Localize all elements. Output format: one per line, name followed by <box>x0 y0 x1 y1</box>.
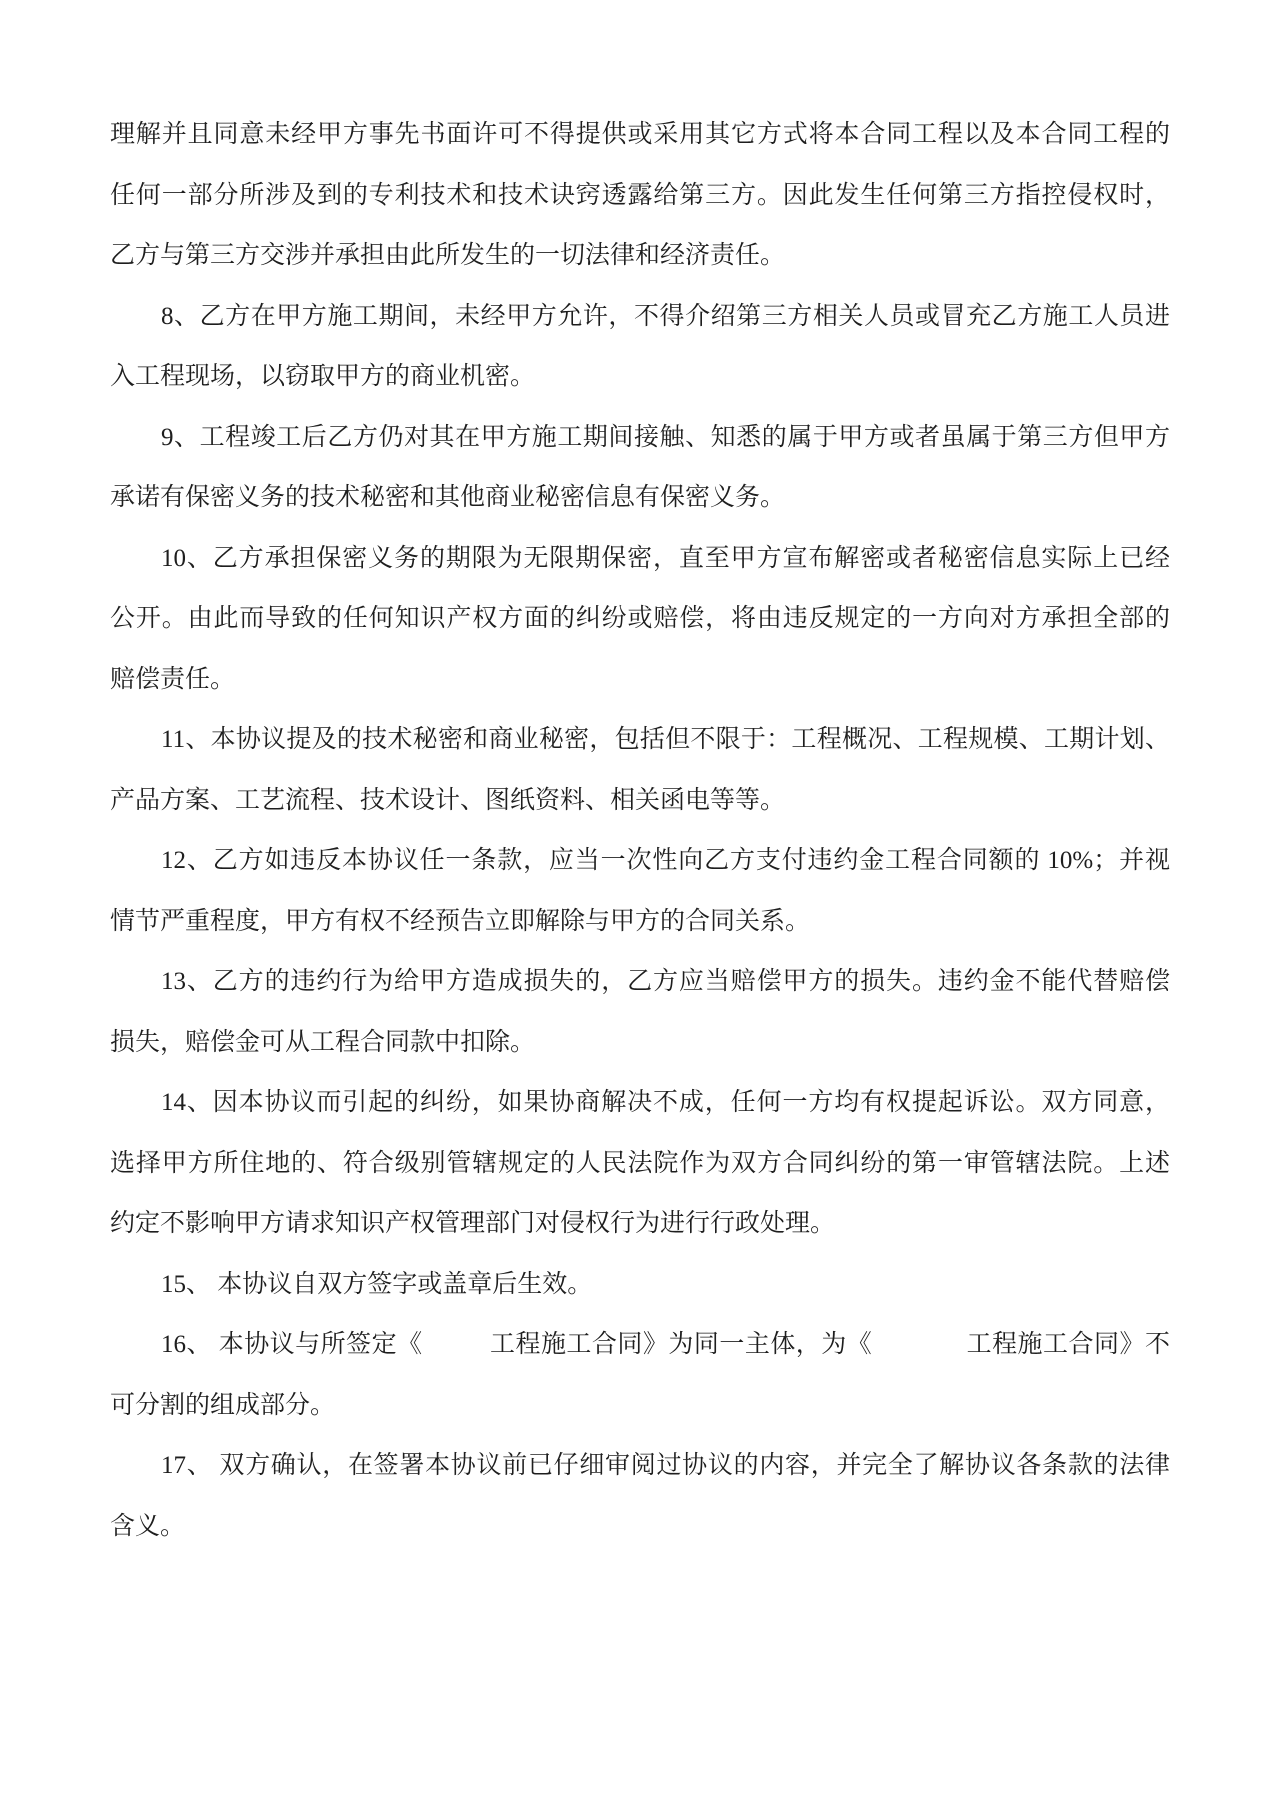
clause-17-paragraph <box>110 1436 1170 1557</box>
clause-9-line-2: 承诺有保密义务的技术秘密和其他商业秘密信息有保密义务。 <box>110 484 786 511</box>
clause-8-paragraph <box>110 287 1170 408</box>
clause-12-paragraph <box>110 831 1170 952</box>
clause-14-line-2: 选择甲方所住地的、符合级别管辖规定的人民法院作为双方合同纠纷的第一审管辖法院。上述 <box>110 1149 1170 1177</box>
clause-8-line-1: 8、乙方在甲方施工期间，未经甲方允许，不得介绍第三方相关人员或冒充乙方施工人员进 <box>161 302 1170 330</box>
clause-13-paragraph <box>110 952 1170 1073</box>
continuation-line-3: 乙方与第三方交涉并承担由此所发生的一切法律和经济责任。 <box>110 242 786 269</box>
clause-10-line-3: 赔偿责任。 <box>110 665 236 693</box>
clause-16-line-1: 16、 本协议与所签定《 工程施工合同》为同一主体，为《 工程施工合同》不 <box>161 1331 1170 1358</box>
clause-11-line-2: 产品方案、工艺流程、技术设计、图纸资料、相关函电等等。 <box>110 786 786 814</box>
clause-10-line-1: 10、乙方承担保密义务的期限为无限期保密，直至甲方宣布解密或者秘密信息实际上已经 <box>161 544 1170 572</box>
continuation-line-1: 理解并且同意未经甲方事先书面许可不得提供或采用其它方式将本合同工程以及本合同工程的 <box>110 121 1170 148</box>
clause-13-line-2: 损失，赔偿金可从工程合同款中扣除。 <box>110 1028 536 1056</box>
clause-15-paragraph <box>110 1255 1170 1316</box>
clause-14-paragraph <box>110 1073 1170 1255</box>
clause-16-paragraph <box>110 1315 1170 1436</box>
continuation-paragraph <box>110 105 1170 287</box>
clause-16-line-2: 可分割的组成部分。 <box>110 1391 336 1419</box>
clause-12-line-1: 12、乙方如违反本协议任一条款，应当一次性向乙方支付违约金工程合同额的 10%；并视 <box>161 847 1170 874</box>
clause-10-line-2: 公开。由此而导致的任何知识产权方面的纠纷或赔偿，将由违反规定的一方向对方承担全部的 <box>110 605 1170 632</box>
clause-12-line-2: 情节严重程度，甲方有权不经预告立即解除与甲方的合同关系。 <box>110 907 811 935</box>
clause-14-line-3: 约定不影响甲方请求知识产权管理部门对侵权行为进行行政处理。 <box>110 1210 836 1237</box>
clause-17-line-1: 17、 双方确认，在签署本协议前已仔细审阅过协议的内容，并完全了解协议各条款的法律 <box>161 1452 1170 1479</box>
clause-11-paragraph <box>110 710 1170 831</box>
clause-11-line-1: 11、本协议提及的技术秘密和商业秘密，包括但不限于：工程概况、工程规模、工期计划、 <box>161 726 1170 753</box>
clause-13-line-1: 13、乙方的违约行为给甲方造成损失的，乙方应当赔偿甲方的损失。违约金不能代替赔偿 <box>161 968 1170 995</box>
clause-9-line-1: 9、工程竣工后乙方仍对其在甲方施工期间接触、知悉的属于甲方或者虽属于第三方但甲方 <box>161 423 1170 451</box>
clause-9-paragraph <box>110 408 1170 529</box>
continuation-line-2: 任何一部分所涉及到的专利技术和技术诀窍透露给第三方。因此发生任何第三方指控侵权时， <box>110 181 1170 209</box>
clause-14-line-1: 14、因本协议而引起的纠纷，如果协商解决不成，任何一方均有权提起诉讼。双方同意， <box>161 1089 1170 1116</box>
clause-10-paragraph <box>110 529 1170 711</box>
clause-17-line-2: 含义。 <box>110 1512 186 1540</box>
clause-8-line-2: 入工程现场，以窃取甲方的商业机密。 <box>110 363 536 390</box>
clause-15-line-1: 15、 本协议自双方签字或盖章后生效。 <box>161 1270 593 1298</box>
